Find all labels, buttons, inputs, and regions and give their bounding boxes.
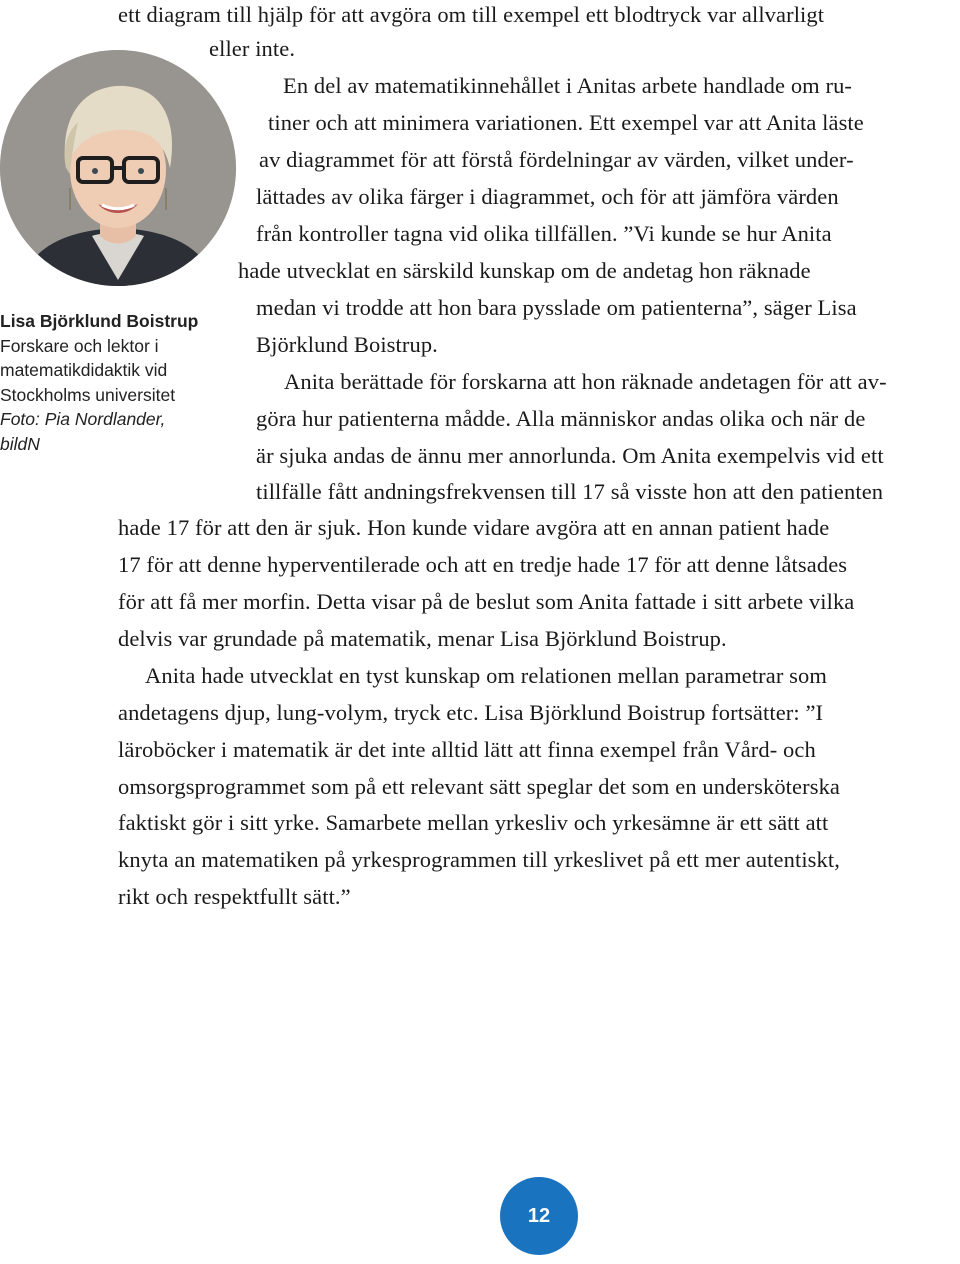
text-line: Björklund Boistrup. bbox=[256, 332, 438, 357]
text-line: lättades av olika färger i diagrammet, och för att jämföra värden bbox=[256, 184, 839, 209]
text-line: andetagens djup, lung-volym, tryck etc. Lisa Björklund Boistrup fortsätter: ”I bbox=[118, 700, 824, 725]
text-line: faktiskt gör i sitt yrke. Samarbete mellan yrkesliv och yrkesämne är ett sätt att bbox=[118, 810, 829, 835]
text-line: knyta an matematiken på yrkesprogrammen till yrkeslivet på ett mer autentiskt, bbox=[118, 847, 840, 872]
text-line: Anita hade utvecklat en tyst kunskap om relationen mellan parametrar som bbox=[145, 663, 827, 688]
text-line: för att få mer morfin. Detta visar på de beslut som Anita fattade i sitt arbete vilka bbox=[118, 589, 855, 614]
text-line: medan vi trodde att hon bara pysslade om patienterna”, säger Lisa bbox=[256, 295, 857, 320]
text-line: Anita berättade för forskarna att hon räknade andetagen för att av- bbox=[284, 369, 887, 394]
caption-role-line: matematikdidaktik vid bbox=[0, 360, 168, 380]
text-line: göra hur patienterna mådde. Alla människor andas olika och när de bbox=[256, 406, 866, 431]
text-line: rikt och respektfullt sätt.” bbox=[118, 884, 351, 909]
page-number: 12 bbox=[527, 1204, 551, 1227]
text-line: tillfälle fått andningsfrekvensen till 17 så visste hon att den patienten bbox=[256, 479, 884, 504]
text-line: 17 för att denne hyperventilerade och att en tredje hade 17 för att denne låtsades bbox=[118, 552, 848, 577]
portrait-photo bbox=[0, 50, 236, 286]
caption-credit-line: Foto: Pia Nordlander, bbox=[0, 409, 166, 429]
caption-role-line: Stockholms universitet bbox=[0, 384, 176, 405]
text-line: hade utvecklat en särskild kunskap om de andetag hon räknade bbox=[238, 258, 811, 283]
caption-name: Lisa Björklund Boistrup bbox=[0, 311, 199, 331]
page-number-badge bbox=[500, 1177, 578, 1255]
text-line: tiner och att minimera variationen. Ett exempel var att Anita läste bbox=[268, 110, 864, 135]
caption-role-line: Forskare och lektor i bbox=[0, 335, 159, 356]
text-line: från kontroller tagna vid olika tillfällen. ”Vi kunde se hur Anita bbox=[256, 221, 832, 246]
text-line: läroböcker i matematik är det inte alltid lätt att finna exempel från Vård- och bbox=[118, 737, 816, 762]
text-line: omsorgsprogrammet som på ett relevant sätt speglar det som en undersköterska bbox=[118, 774, 841, 799]
text-line: delvis var grundade på matematik, menar Lisa Björklund Boistrup. bbox=[118, 626, 727, 651]
text-line: eller inte. bbox=[209, 36, 296, 61]
photo-caption bbox=[0, 309, 230, 456]
text-line: hade 17 för att den är sjuk. Hon kunde vidare avgöra att en annan patient hade bbox=[118, 515, 830, 540]
text-line: av diagrammet för att förstå fördelningar av värden, vilket under- bbox=[259, 147, 854, 172]
text-line: ett diagram till hjälp för att avgöra om till exempel ett blodtryck var allvarligt bbox=[118, 2, 825, 27]
caption-credit-line: bildN bbox=[0, 433, 40, 454]
text-line: är sjuka andas de ännu mer annorlunda. Om Anita exempelvis vid ett bbox=[256, 443, 884, 468]
text-line: En del av matematikinnehållet i Anitas arbete handlade om ru- bbox=[283, 73, 853, 98]
